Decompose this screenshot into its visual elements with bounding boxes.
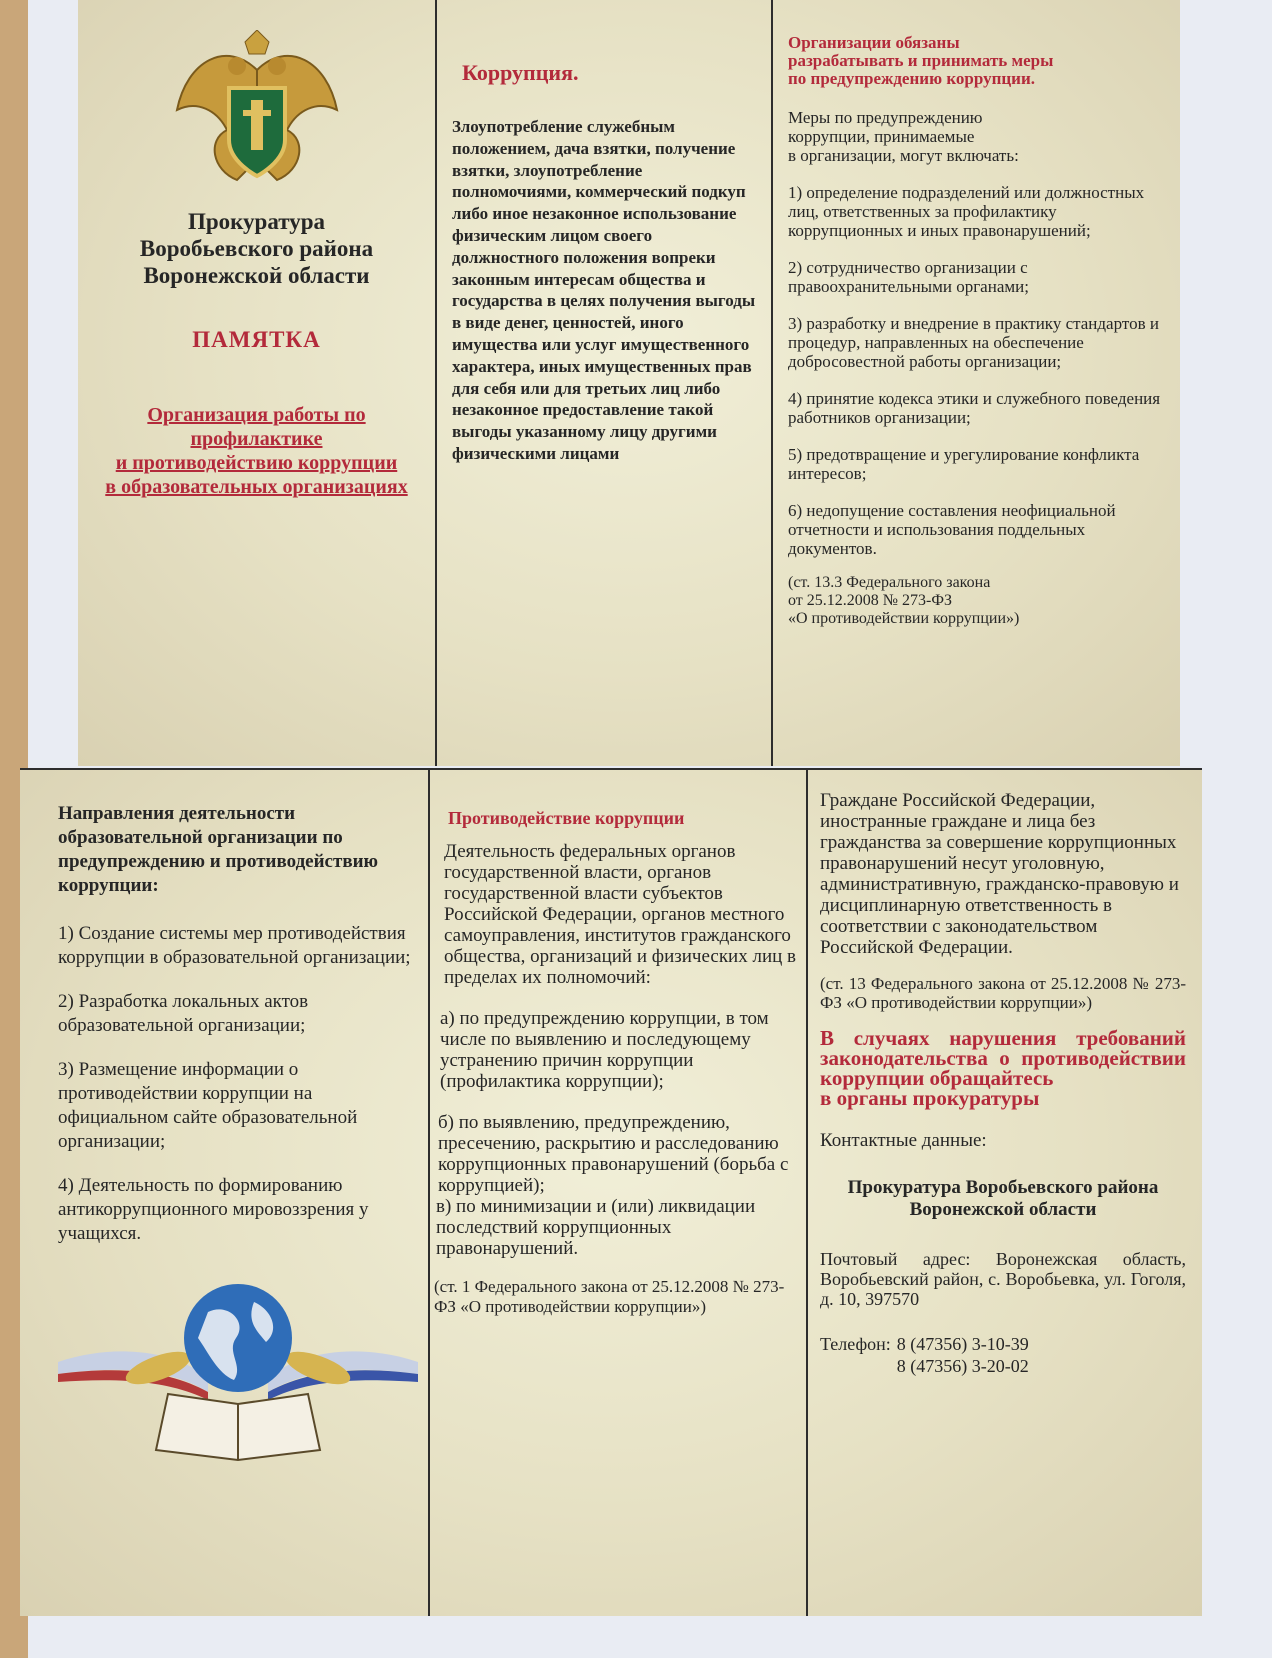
memo-title: ПАМЯТКА [192,327,321,352]
measures-citation: (ст. 13.3 Федерального закона от 25.12.2008 № 273-ФЗ «О противодействии коррупции») [788,574,1020,627]
measure-item: 6) недопущение составления неофициальной отчетности и использования поддельных документов. [788,501,1116,558]
direction-item: 3) Размещение информации о противодействии коррупции на официальном сайте образовательной организации; [58,1059,358,1152]
fold-line [435,0,437,766]
counteraction-item-a: а) по предупреждению коррупции, в том числе по выявлению и последующему устранению причин коррупции (профилактика коррупции); [440,1008,769,1092]
fold-line [771,0,773,766]
counteraction-column [432,808,796,1317]
liability-citation: (ст. 13 Федерального закона от 25.12.2008 № 273-ФЗ «О противодействии коррупции») [820,974,1186,1012]
phone-block [820,1333,1186,1377]
direction-item: 2) Разработка локальных актов образовательной организации; [58,991,309,1036]
phone-label: Телефон: [820,1334,891,1354]
corruption-definition-column [452,60,762,465]
measure-item: 5) предотвращение и урегулирование конфликта интересов; [788,445,1140,483]
directions-heading: Направления деятельности образовательной организации по предупреждению и противодействию коррупции: [58,803,379,896]
counteraction-item-b: б) по выявлению, предупреждению, пресечению, раскрытию и расследованию коррупционных правонарушений (борьба с коррупцией); [438,1112,789,1196]
phone-number: 8 (47356) 3-20-02 [896,1356,1029,1376]
fold-line [20,768,1202,770]
measure-item: 4) принятие кодекса этики и служебного поведения работников организации; [788,389,1161,427]
memo-subtitle: Организация работы по профилактике и противодействию коррупции в образовательных организациях [105,404,408,498]
appeal-text: В случаях нарушения требований законодательства о противодействии коррупции обращайтесь в органы прокуратуры [820,1026,1186,1110]
prevention-measures-column [788,34,1168,628]
contacts-label: Контактные данные: [820,1130,987,1151]
phone-number: 8 (47356) 3-10-39 [896,1334,1029,1354]
measure-item: 3) разработку и внедрение в практику стандартов и процедур, направленных на обеспечение добросовестной работы организации; [788,314,1159,371]
liability-contacts-column [820,790,1186,1377]
corruption-definition: Злоупотребление служебным положением, дача взятки, получение взятки, злоупотребление полномочиями, коммерческий подкуп либо иное незаконное использование физическим лицом своего должностного положения вопреки законным интересам общества и государства в целях получения выгоды в виде денег, ценностей, иного имущества или услуг имущественного характера, иных имущественных прав для себя или для третьих лиц либо незаконное предоставление такой выгоды указанному лицу другими физическими лицами [452,117,756,463]
counteraction-citation: (ст. 1 Федерального закона от 25.12.2008 № 273-ФЗ «О противодействии коррупции») [434,1277,785,1316]
counteraction-item-c: в) по минимизации и (или) ликвидации последствий коррупционных правонарушений. [436,1196,756,1259]
cover-column [78,30,435,499]
measure-item: 1) определение подразделений или должностных лиц, ответственных за профилактику коррупционных и иных правонарушений; [788,183,1145,240]
leaflet-outer-side [78,0,1180,766]
counteraction-title: Противодействие коррупции [448,808,685,828]
prosecutor-office-name: Прокуратура Воробьевского района Воронежской области [139,209,374,288]
directions-column [58,802,418,1462]
corruption-title: Коррупция. [462,60,579,85]
direction-item: 4) Деятельность по формированию антикоррупционного мировоззрения у учащихся. [58,1175,369,1244]
direction-item: 1) Создание системы мер противодействия коррупции в образовательной организации; [58,923,411,968]
fold-line [428,768,430,1616]
fold-line [806,768,808,1616]
leaflet-inner-side [20,768,1202,1616]
counteraction-intro: Деятельность федеральных органов государственной власти, органов государственной власти субъектов Российской Федерации, органов местного самоуправления, институтов гражданского общества, организаций и физических лиц в пределах их полномочий: [444,841,797,988]
measure-item: 2) сотрудничество организации с правоохранительными органами; [788,258,1029,296]
postal-address: Почтовый адрес: Воронежская область, Воробьевский район, с. Воробьевка, ул. Гоголя, д. 10, 397570 [820,1249,1186,1309]
measures-intro: Меры по предупреждению коррупции, принимаемые в организации, могут включать: [788,108,1019,165]
globe-book-icon [58,1282,418,1462]
liability-text: Граждане Российской Федерации, иностранные граждане и лица без гражданства за совершение коррупционных правонарушений несут уголовную, административную, гражданско-правовую и дисциплинарную ответственность в соответствии с законодательством Российской Федерации. [820,790,1179,958]
contact-org-name: Прокуратура Воробьевского района Воронежской области [847,1177,1159,1220]
emblem-icon [167,30,347,198]
measures-heading: Организации обязаны разрабатывать и принимать меры по предупреждению коррупции. [788,33,1054,88]
